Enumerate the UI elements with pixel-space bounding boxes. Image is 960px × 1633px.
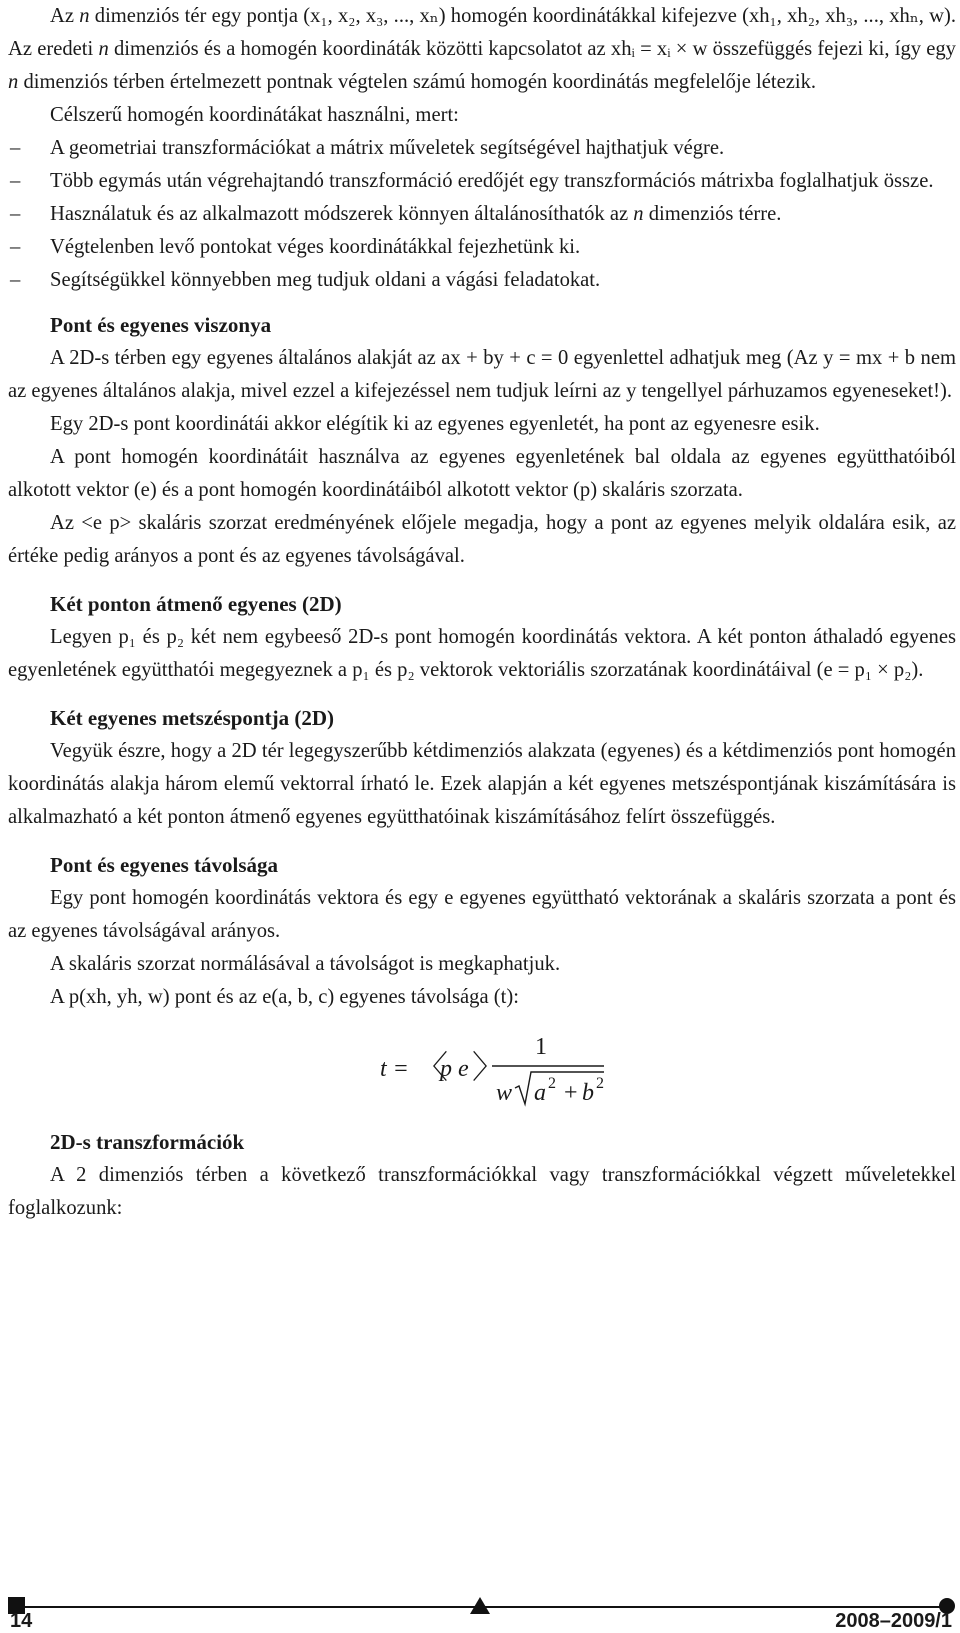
formula-a: a: [534, 1080, 546, 1106]
intro-lead: Célszerű homogén koordinátákat használni, mert:: [50, 104, 459, 126]
formula-exp-b: 2: [596, 1075, 604, 1092]
formula-lhs: t =: [380, 1056, 409, 1082]
page-number: 14: [10, 1610, 33, 1632]
formula-b: b: [582, 1080, 594, 1106]
paragraph: A p(xh, yh, w) pont és az e(a, b, c) egyenes távolsága (t):: [50, 986, 519, 1008]
formula-numerator: 1: [535, 1034, 547, 1060]
paragraph: Legyen p₁ és p₂ két nem egybeeső 2D-s pont homogén koordinátás vektora. A két ponton áthaladó egyenes egyenletének együtthatói megegyeznek a p₁ és p₂ vektorok vektoriális szorzatának koordinátáival (e = p₁ × p₂).: [8, 626, 956, 681]
formula-bracket-left: 〈: [416, 1049, 449, 1085]
paragraph: Vegyük észre, hogy a 2D tér legegyszerűbb kétdimenziós alakzata (egyenes) és a kétdimenziós pont homogén koordinátás alakja három elemű vektorral írható le. Ezek alapján a két egyenes metszéspontjának kiszámítására is alkalmazható a két ponton átmenő egyenes együtthatóinak kiszámításához felírt összefüggés.: [8, 740, 956, 828]
list-item: – Végtelenben levő pontokat véges koordinátákkal fejezhetünk ki.: [10, 236, 581, 258]
list-item: – Több egymás után végrehajtandó transzformáció eredőjét egy transzformációs mátrixba foglalhatjuk össze.: [10, 170, 934, 192]
section-heading: Két egyenes metszéspontja (2D): [50, 706, 335, 730]
distance-formula: [8, 1016, 956, 1116]
formula-w: w: [496, 1080, 513, 1106]
formula-graphic: [8, 1016, 956, 1116]
section-heading: Két ponton átmenő egyenes (2D): [50, 592, 342, 616]
issue-label: 2008–2009/1: [835, 1610, 952, 1632]
paragraph: A skaláris szorzat normálásával a távolságot is megkaphatjuk.: [50, 953, 561, 975]
paragraph: Egy pont homogén koordinátás vektora és egy e egyenes együttható vektorának a skaláris szorzata a pont és az egyenes távolságával arányos.: [8, 887, 956, 942]
intro-paragraph: Az n dimenziós tér egy pontja (x₁, x₂, x₃, ..., xₙ) homogén koordinátákkal kifejezve (xh₁, xh₂, xh₃, ..., xhₙ, w). Az eredeti n dimenziós és a homogén koordináták közötti kapcsolatot az xhᵢ = xᵢ × w összefüggés fejezi ki, így egy n dimenziós térben értelmezett pontnak végtelen számú homogén koordinátás megfelelője létezik.: [8, 5, 956, 93]
triangle-marker-icon: [470, 1597, 490, 1614]
paragraph: Az <e p> skaláris szorzat eredményének előjele megadja, hogy a pont az egyenes melyik oldalára esik, az értéke pedig arányos a pont és az egyenes távolságával.: [8, 512, 956, 567]
formula-exp-a: 2: [548, 1075, 556, 1092]
paragraph: A pont homogén koordinátáit használva az egyenes egyenletének bal oldala az egyenes együtthatóiból alkotott vektor (e) és a pont homogén koordinátáiból alkotott vektor (p) skaláris szorzata.: [8, 446, 956, 501]
paragraph: A 2 dimenziós térben a következő transzformációkkal vagy transzformációkkal végzett műveletekkel foglalkozunk:: [8, 1164, 956, 1219]
page-footer: [0, 1580, 960, 1630]
list-item: – Használatuk és az alkalmazott módszerek könnyen általánosíthatók az n dimenziós térre.: [10, 203, 782, 225]
section-heading: Pont és egyenes távolsága: [50, 853, 279, 877]
formula-bracket-right: 〉: [472, 1049, 505, 1085]
formula-inner: p e: [440, 1056, 469, 1082]
list-item: – Segítségükkel könnyebben meg tudjuk oldani a vágási feladatokat.: [10, 269, 601, 291]
page-content: [8, 0, 956, 1225]
section-heading: 2D-s transzformációk: [50, 1130, 245, 1154]
formula-plus: +: [564, 1080, 578, 1106]
section-heading: Pont és egyenes viszonya: [50, 313, 272, 337]
list-item: – A geometriai transzformációkat a mátrix műveletek segítségével hajthatjuk végre.: [10, 137, 725, 159]
paragraph: A 2D-s térben egy egyenes általános alakját az ax + by + c = 0 egyenlettel adhatjuk meg (Az y = mx + b nem az egyenes általános alakja, mivel ezzel a kifejezéssel nem tudjuk leírni az y tengellyel párhuzamos egyeneseket!).: [8, 347, 956, 402]
paragraph: Egy 2D-s pont koordinátái akkor elégítik ki az egyenes egyenletét, ha pont az egyenesre esik.: [50, 413, 820, 435]
